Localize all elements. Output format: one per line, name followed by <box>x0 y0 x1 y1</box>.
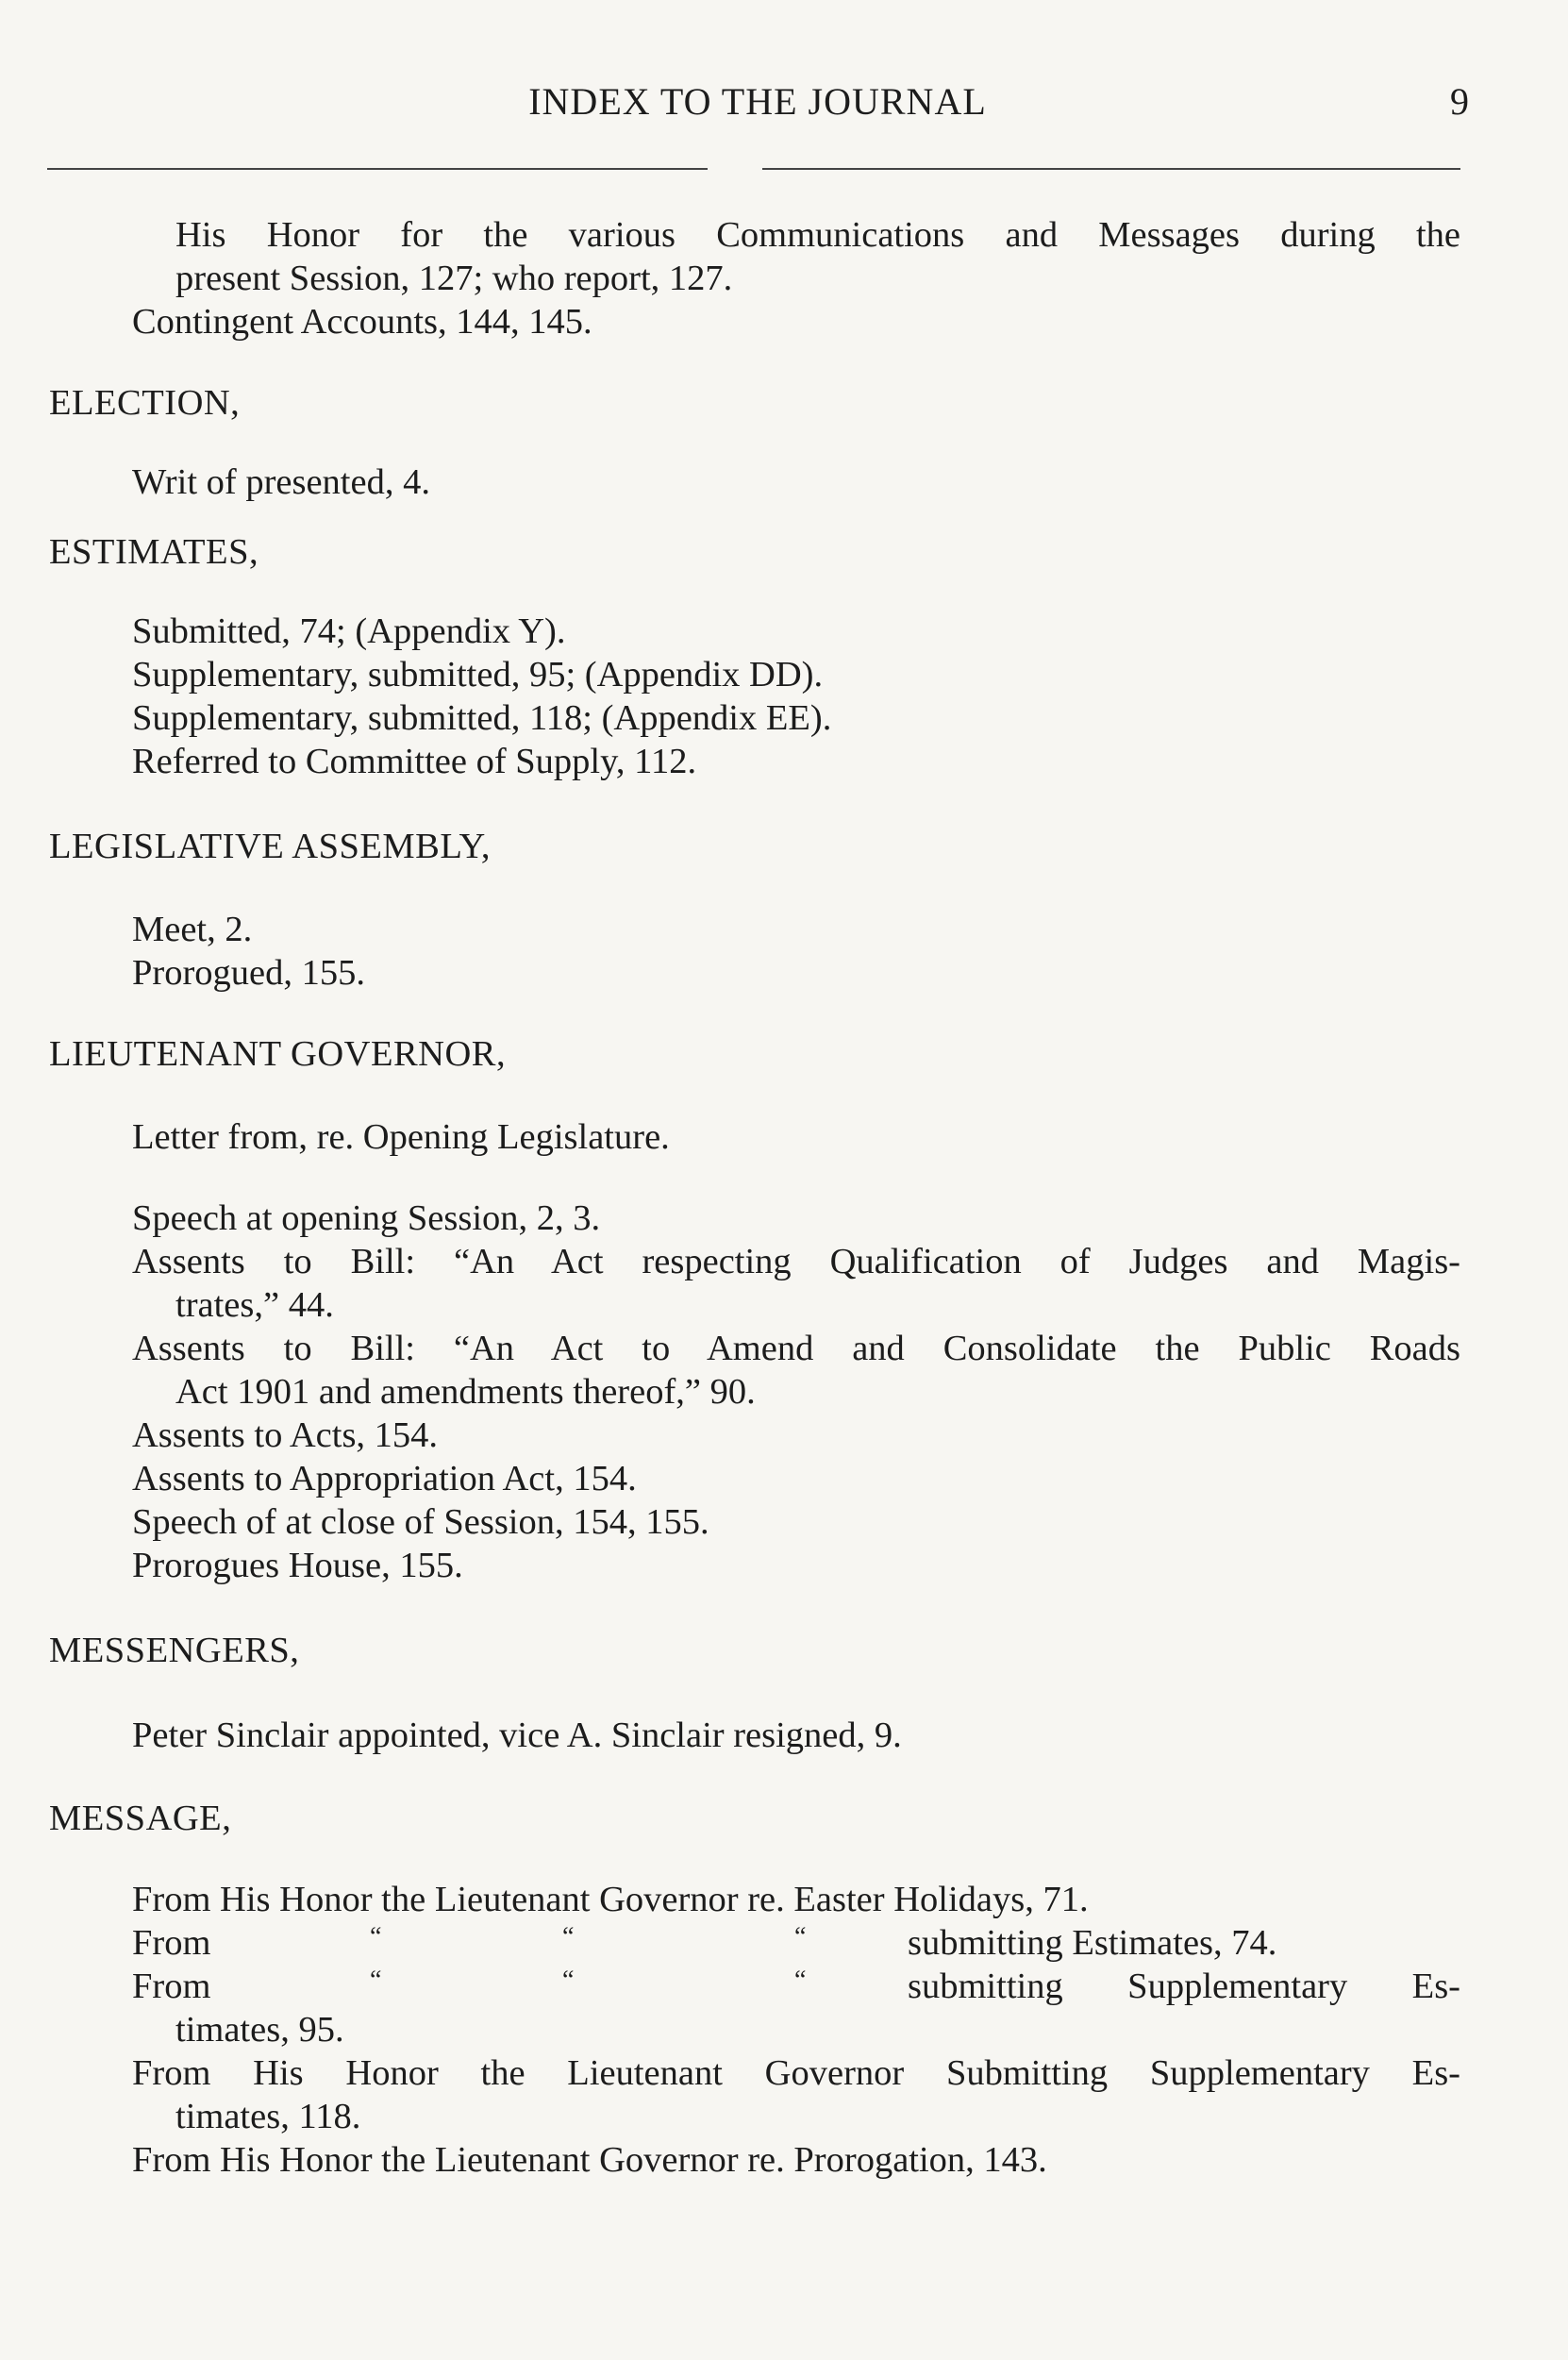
ditto-mark: “ <box>794 1966 807 1995</box>
section-heading-election: ELECTION, <box>49 383 241 423</box>
ditto-mark: “ <box>562 1922 575 1951</box>
index-entry: Assents to Acts, 154. <box>132 1415 439 1455</box>
index-entry-continuation: timates, 95. <box>175 2010 344 2050</box>
section-heading-estimates: ESTIMATES, <box>49 532 259 572</box>
ditto-mark: “ <box>794 1922 807 1951</box>
index-entry: Meet, 2. <box>132 910 253 949</box>
index-entry: Peter Sinclair appointed, vice A. Sinclair resigned, 9. <box>132 1716 902 1755</box>
from-word: From <box>132 1923 211 1963</box>
index-entry: submitting Estimates, 74. <box>908 1923 1277 1963</box>
index-entry: Prorogues House, 155. <box>132 1546 463 1585</box>
index-entry: Letter from, re. Opening Legislature. <box>132 1117 670 1157</box>
header-rule-left <box>47 168 708 170</box>
index-entry: Submitted, 74; (Appendix Y). <box>132 611 566 651</box>
ditto-mark: “ <box>370 1922 382 1951</box>
index-entry: submitting Supplementary Es- <box>908 1967 1460 2006</box>
index-entry-continuation: timates, 118. <box>175 2097 361 2136</box>
index-entry: Prorogued, 155. <box>132 953 366 993</box>
index-entry: Assents to Bill: “An Act respecting Qualification of Judges and Magis- <box>132 1242 1460 1281</box>
section-heading-legislative-assembly: LEGISLATIVE ASSEMBLY, <box>49 827 491 866</box>
page-header <box>45 79 1470 126</box>
ditto-mark: “ <box>562 1966 575 1995</box>
section-heading-lieutenant-governor: LIEUTENANT GOVERNOR, <box>49 1034 507 1074</box>
intro-line: present Session, 127; who report, 127. <box>175 259 733 298</box>
running-title: INDEX TO THE JOURNAL <box>528 80 987 123</box>
index-entry: Speech at opening Session, 2, 3. <box>132 1198 601 1238</box>
index-entry: Assents to Bill: “An Act to Amend and Consolidate the Public Roads <box>132 1329 1460 1368</box>
index-entry-continuation: trates,” 44. <box>175 1285 334 1325</box>
index-entry: Supplementary, submitted, 95; (Appendix DD). <box>132 655 824 695</box>
index-entry: Referred to Committee of Supply, 112. <box>132 742 697 781</box>
intro-line: Contingent Accounts, 144, 145. <box>132 302 592 342</box>
index-entry: From His Honor the Lieutenant Governor Submitting Supplementary Es- <box>132 2053 1460 2093</box>
index-entry: Speech of at close of Session, 154, 155. <box>132 1502 709 1542</box>
index-entry: Supplementary, submitted, 118; (Appendix EE). <box>132 698 832 738</box>
index-entry: From His Honor the Lieutenant Governor re. Prorogation, 143. <box>132 2140 1047 2180</box>
index-entry-continuation: Act 1901 and amendments thereof,” 90. <box>175 1372 756 1412</box>
from-word: From <box>132 1967 211 2006</box>
intro-line: His Honor for the various Communications and Messages during the <box>175 215 1460 255</box>
index-entry: From His Honor the Lieutenant Governor re. Easter Holidays, 71. <box>132 1880 1089 1919</box>
header-rule-right <box>762 168 1460 170</box>
index-entry: Assents to Appropriation Act, 154. <box>132 1459 637 1498</box>
page-number: 9 <box>1450 80 1470 123</box>
section-heading-message: MESSAGE, <box>49 1799 232 1838</box>
ditto-mark: “ <box>370 1966 382 1995</box>
section-heading-messengers: MESSENGERS, <box>49 1631 300 1670</box>
index-entry: Writ of presented, 4. <box>132 462 430 502</box>
